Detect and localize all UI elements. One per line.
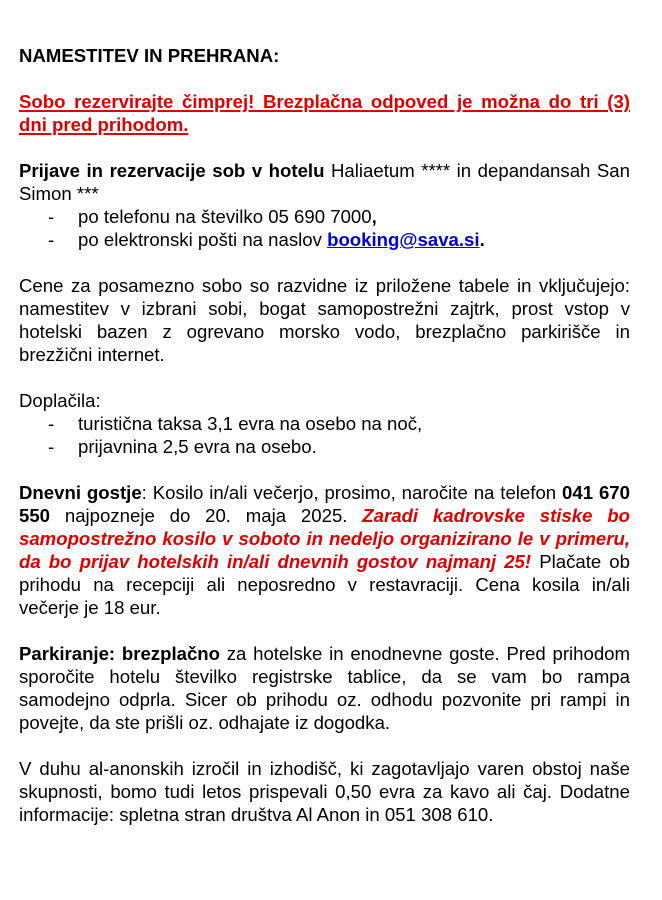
- surcharges-label: Doplačila:: [19, 390, 101, 411]
- booking-lead: Prijave in rezervacije sob v hotelu: [19, 160, 325, 181]
- booking-notice: Sobo rezervirajte čimprej! Brezplačna odpoved je možna do tri (3) dni pred prihodom.: [19, 91, 630, 135]
- parking-text: za hotelske in enodnevne goste. Pred prihodom sporočite hotelu številko registrske tablice, da se vam bo rampa samodejno odprla. Sicer ob prihodu oz. odhodu pozvonite pri rampi in povejte, da ste prišli oz. odhajate iz dogodka.: [19, 643, 630, 733]
- email-text: po elektronski pošti na naslov: [78, 229, 328, 250]
- surcharge-text: turistična taksa 3,1 evra na osebo na noč,: [78, 413, 423, 434]
- day-guests-deadline: najpozneje do 20. maja 2025.: [50, 505, 363, 526]
- day-guests-label: Dnevni gostje: [19, 482, 142, 503]
- day-guests-text: : Kosilo in/ali večerjo, prosimo, naročite na telefon: [141, 482, 563, 503]
- booking-methods-list: [19, 205, 630, 251]
- parking-label: Parkiranje: brezplačno: [19, 643, 221, 664]
- booking-hotels: Haliaetum **** in depandansah San Simon ***: [19, 160, 630, 204]
- phone-text: po telefonu na številko 05 690 7000: [78, 206, 372, 227]
- dash-bullet: -: [48, 413, 55, 434]
- booking-email-link[interactable]: booking@sava.si: [327, 229, 480, 250]
- list-item: [19, 412, 630, 435]
- day-guests-paragraph: [19, 481, 630, 619]
- prices-paragraph: Cene za posamezno sobo so razvidne iz priložene tabele in vključujejo: namestitev v izbrani sobi, bogat samopostrežni zajtrk, prost vstop v hotelski bazen z ogrevano morsko vodo, brezplačno parkirišče in brezžični internet.: [19, 275, 630, 365]
- day-guests-warning: Zaradi kadrovske stiske bo samopostrežno kosilo v soboto in nedeljo organizirano le v primeru, da bo prijav hotelskih in/ali dnevnih gostov najmanj 25!: [19, 505, 631, 572]
- list-item-phone: [19, 205, 630, 228]
- dash-bullet: -: [48, 206, 55, 227]
- closing-paragraph: V duhu al-anonskih izročil in izhodišč, ki zagotavljajo varen obstoj naše skupnosti, bomo tudi letos prispevali 0,50 evra za kavo ali čaj. Dodatne informacije: spletna stran društva Al Anon in 051 308 610.: [19, 758, 630, 825]
- parking-paragraph: [19, 642, 630, 734]
- day-guests-phone: 041 670 550: [19, 482, 630, 526]
- list-item-email: [19, 228, 630, 251]
- section-title: NAMESTITEV IN PREHRANA:: [19, 45, 280, 66]
- dash-bullet: -: [48, 229, 55, 250]
- dash-bullet: -: [48, 436, 55, 457]
- list-item: [19, 435, 630, 458]
- surcharge-text: prijavnina 2,5 evra na osebo.: [78, 436, 317, 457]
- booking-paragraph: [19, 159, 630, 205]
- punctuation: .: [479, 229, 485, 250]
- punctuation: ,: [371, 206, 377, 227]
- day-guests-payment: Plačate ob prihodu na recepciji ali neposredno v restavraciji. Cena kosila in/ali večerje je 18 eur.: [19, 551, 630, 618]
- surcharges-list: [19, 412, 630, 458]
